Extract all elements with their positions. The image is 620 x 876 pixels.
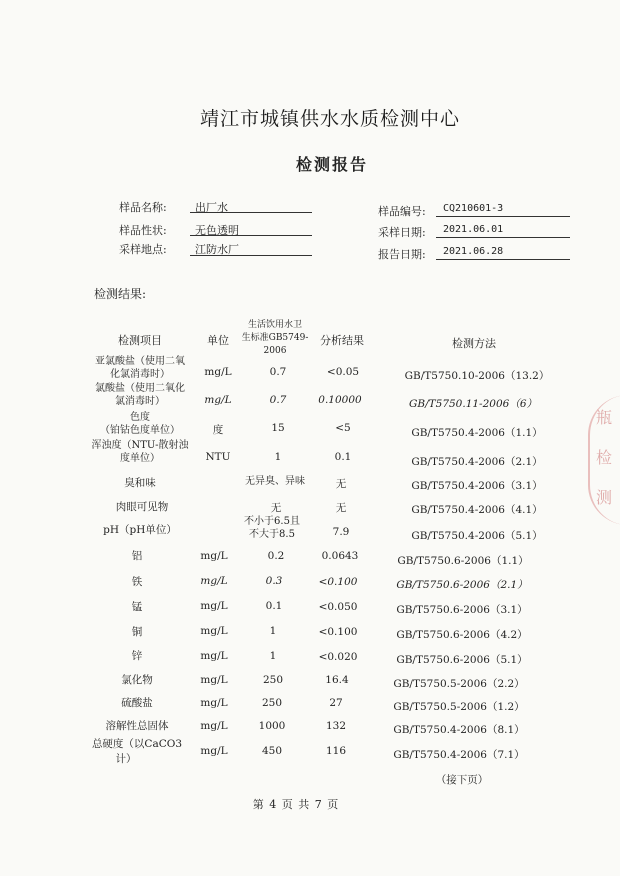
row13-result: 16.4	[325, 674, 349, 686]
row16-item-line1: 总硬度（以CaCO3	[91, 738, 183, 750]
row13-item: 氯化物	[121, 674, 153, 686]
row8-unit: mg/L	[200, 550, 228, 562]
sample-name-label: 样品名称:	[119, 201, 167, 214]
row13-unit: mg/L	[200, 674, 228, 686]
row6-method: GB/T5750.4-2006（4.1）	[411, 504, 543, 516]
row3-standard: 15	[271, 422, 285, 434]
row2-standard: 0.7	[269, 394, 287, 406]
row1-result: <0.05	[326, 366, 360, 378]
row4-result: 0.1	[334, 451, 352, 463]
row10-result: <0.050	[318, 601, 358, 613]
row8-method: GB/T5750.6-2006（1.1）	[397, 555, 529, 567]
row5-item: 臭和味	[124, 477, 156, 489]
sample-name-underline	[190, 212, 312, 213]
row10-item: 锰	[131, 601, 143, 613]
row12-method: GB/T5750.6-2006（5.1）	[396, 654, 528, 666]
row5-standard: 无异臭、异味	[245, 476, 305, 487]
row11-method: GB/T5750.6-2006（4.2）	[396, 629, 528, 641]
report-date-label: 报告日期:	[378, 248, 426, 261]
header-standard-line2: 生标准GB5749-	[241, 333, 309, 343]
row1-item-line1: 亚氯酸盐（使用二氧	[95, 356, 185, 367]
row15-result: 132	[325, 720, 347, 732]
row8-result: 0.0643	[321, 550, 359, 562]
row4-standard: 1	[274, 451, 282, 463]
row1-unit: mg/L	[204, 366, 232, 378]
sampling-date-underline	[436, 237, 570, 238]
sampling-site-label: 采样地点:	[119, 243, 167, 256]
row10-standard: 0.1	[265, 600, 283, 612]
header-item: 检测项目	[118, 334, 162, 347]
row15-method: GB/T5750.4-2006（8.1）	[393, 724, 525, 736]
row2-result: 0.10000	[318, 394, 362, 406]
row10-unit: mg/L	[200, 600, 228, 612]
row13-method: GB/T5750.5-2006（2.2）	[393, 678, 525, 690]
row6-result: 无	[335, 502, 347, 514]
row15-standard: 1000	[258, 720, 286, 732]
row6-standard: 无	[270, 502, 282, 514]
sample-nature-label: 样品性状:	[119, 224, 167, 237]
sample-id-value: CQ210601-3	[443, 203, 504, 214]
row3-method: GB/T5750.4-2006（1.1）	[411, 427, 543, 439]
continued-note: （接下页）	[435, 774, 489, 786]
row7-standard-line1: 不小于6.5且	[244, 516, 300, 527]
sample-id-label: 样品编号:	[378, 205, 426, 218]
sampling-site-underline	[190, 255, 312, 256]
header-standard-line1: 生活饮用水卫	[247, 320, 303, 330]
sampling-date-value: 2021.06.01	[443, 224, 504, 235]
sample-nature-underline	[190, 235, 312, 236]
row8-item: 铝	[131, 550, 143, 562]
row7-standard-line2: 不大于8.5	[249, 529, 295, 540]
row2-unit: mg/L	[204, 394, 232, 406]
row12-result: <0.020	[318, 651, 358, 663]
row3-item-line1: 色度	[130, 412, 150, 423]
row9-method: GB/T5750.6-2006（2.1）	[396, 579, 528, 591]
row11-unit: mg/L	[200, 625, 228, 637]
row13-standard: 250	[262, 674, 284, 686]
row16-unit: mg/L	[200, 745, 228, 757]
row15-item: 溶解性总固体	[105, 720, 169, 732]
row14-unit: mg/L	[200, 697, 228, 709]
row14-standard: 250	[261, 697, 283, 709]
results-label: 检测结果:	[94, 287, 147, 301]
row11-item: 铜	[131, 626, 143, 638]
row5-result: 无	[335, 478, 347, 490]
row12-standard: 1	[269, 650, 277, 662]
row2-item-line1: 氯酸盐（使用二氧化	[95, 383, 185, 394]
row16-item-line2: 计）	[115, 753, 137, 765]
row1-method: GB/T5750.10-2006（13.2）	[404, 370, 550, 382]
report-title: 检测报告	[295, 155, 369, 174]
sample-id-underline	[436, 216, 570, 217]
row2-method: GB/T5750.11-2006（6）	[408, 398, 538, 410]
report-date-value: 2021.06.28	[443, 246, 504, 257]
sample-name-value: 出厂水	[195, 201, 228, 214]
row14-item: 硫酸盐	[121, 697, 153, 709]
row2-item-line2: 氯消毒时）	[115, 396, 165, 407]
row5-method: GB/T5750.4-2006（3.1）	[411, 480, 543, 492]
row3-unit: 度	[212, 424, 224, 436]
row14-result: 27	[329, 697, 343, 709]
row9-unit: mg/L	[200, 575, 228, 587]
sampling-date-label: 采样日期:	[378, 226, 426, 239]
row14-method: GB/T5750.5-2006（1.2）	[393, 701, 525, 713]
organization-title: 靖江市城镇供水水质检测中心	[199, 108, 461, 130]
row4-item-line1: 浑浊度（NTU-散射浊	[91, 440, 189, 451]
row8-standard: 0.2	[267, 550, 285, 562]
row15-unit: mg/L	[200, 720, 228, 732]
row1-item-line2: 化氯消毒时）	[110, 369, 170, 380]
row16-method: GB/T5750.4-2006（7.1）	[393, 749, 525, 761]
page-number: 第 4 页 共 7 页	[252, 798, 340, 811]
row7-method: GB/T5750.4-2006（5.1）	[411, 530, 543, 542]
row9-standard: 0.3	[265, 575, 283, 587]
sampling-site-value: 江防水厂	[195, 243, 239, 256]
row1-standard: 0.7	[269, 366, 287, 378]
report-date-underline	[436, 259, 570, 260]
header-standard-line3: 2006	[263, 346, 287, 356]
row11-standard: 1	[269, 625, 277, 637]
row16-result: 116	[325, 745, 347, 757]
row9-result: <0.100	[318, 576, 358, 588]
row12-item: 锌	[131, 650, 143, 662]
header-method: 检测方法	[452, 337, 496, 350]
row7-result: 7.9	[332, 526, 350, 538]
header-result: 分析结果	[320, 334, 364, 347]
stamp-char-2: 检	[596, 448, 613, 467]
row3-item-line2: （铂钴色度单位）	[100, 425, 180, 436]
row9-item: 铁	[131, 576, 143, 588]
row11-result: <0.100	[318, 626, 358, 638]
stamp-char-1: 瓶	[596, 408, 613, 427]
row4-item-line2: 度单位）	[120, 453, 160, 464]
row4-unit: NTU	[205, 451, 231, 463]
row12-unit: mg/L	[200, 650, 228, 662]
stamp-char-3: 测	[596, 488, 613, 507]
row4-method: GB/T5750.4-2006（2.1）	[411, 456, 543, 468]
row6-item: 肉眼可见物	[115, 501, 169, 513]
sample-nature-value: 无色透明	[195, 224, 239, 237]
header-unit: 单位	[207, 334, 229, 347]
row3-result: <5	[335, 422, 351, 434]
row7-item: pH（pH单位）	[103, 524, 177, 536]
row10-method: GB/T5750.6-2006（3.1）	[396, 604, 528, 616]
row16-standard: 450	[261, 745, 283, 757]
